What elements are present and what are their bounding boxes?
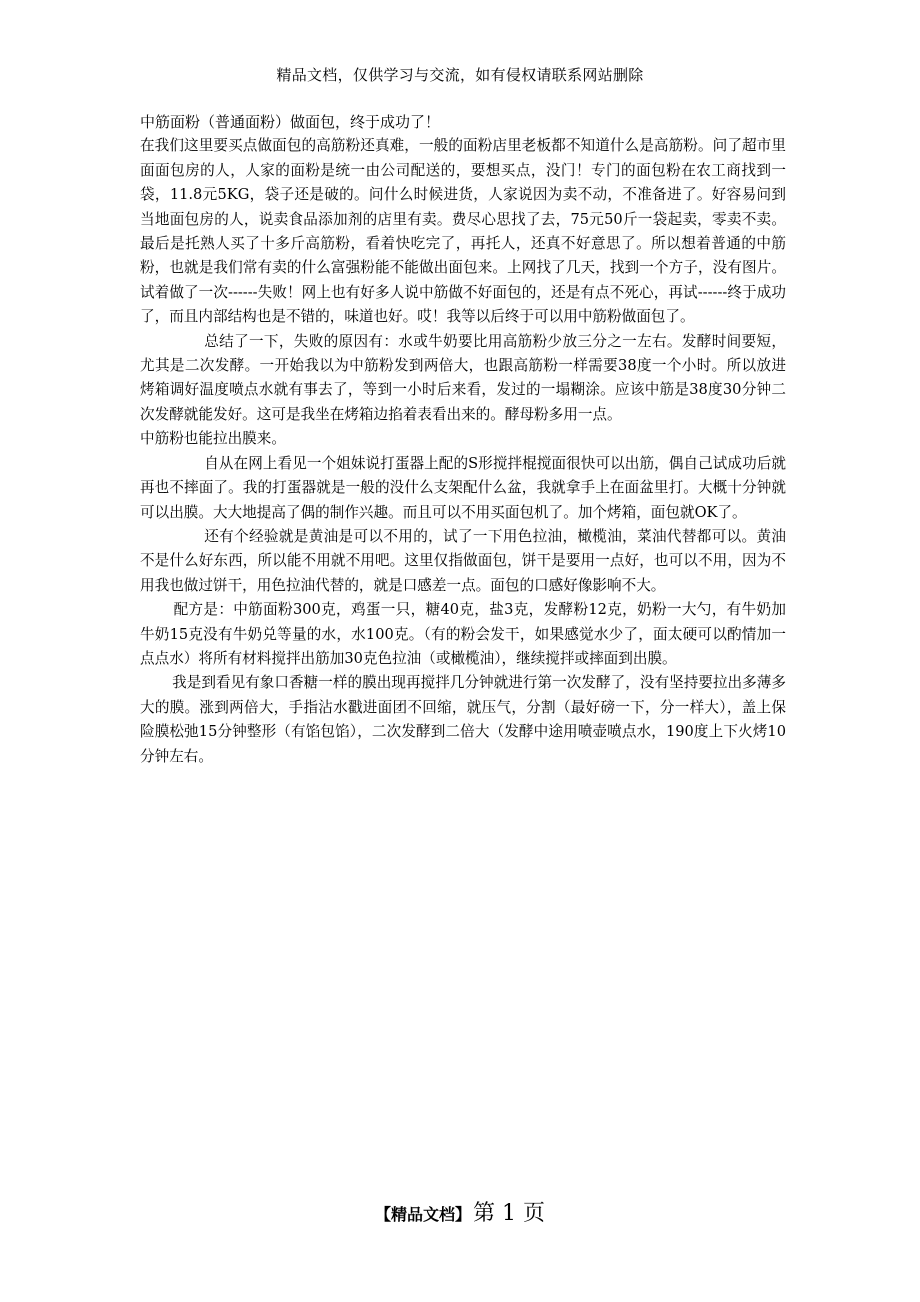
document-body [140, 110, 786, 769]
page-number: 第 1 页 [473, 1201, 545, 1226]
paragraph-mixer-tip: 自从在网上看见一个姐妹说打蛋器上配的S形搅拌棍搅面很快可以出筋，偶自己试成功后就再也不摔面了。我的打蛋器就是一般的没什么支架配什么盆，我就拿手上在面盆里打。大概十分钟就可以出膜。大大地提高了偶的制作兴趣。而且可以不用买面包机了。加个烤箱，面包就OK了。 [140, 454, 786, 521]
page-footer [0, 1196, 920, 1227]
paragraph-recipe: 配方是：中筋面粉300克，鸡蛋一只，糖40克，盐3克，发酵粉12克，奶粉一大勺，有牛奶加牛奶15克没有牛奶兑等量的水，水100克。（有的粉会发干，如果感觉水少了，面太硬可以酌情加一点点水）将所有材料搅拌出筋加30克色拉油（或橄榄油），继续搅拌或摔面到出膜。 [140, 601, 786, 667]
paragraph-butter-tip: 还有个经验就是黄油是可以不用的，试了一下用色拉油，橄榄油，菜油代替都可以。黄油不是什么好东西，所以能不用就不用吧。这里仅指做面包，饼干是要用一点好，也可以不用，因为不用我也做过饼干，用色拉油代替的，就是口感差一点。面包的口感好像影响不大。 [140, 527, 786, 594]
paragraph-intro: 在我们这里要买点做面包的高筋粉还真难，一般的面粉店里老板都不知道什么是高筋粉。问了超市里面面包房的人，人家的面粉是统一由公司配送的，要想买点，没门！专门的面包粉在农工商找到一袋，11.8元5KG，袋子还是破的。问什么时候进货，人家说因为卖不动，不准备进了。好容易问到当地面包房的人，说卖食品添加剂的店里有卖。费尽心思找了去，75元50斤一袋起卖，零卖不卖。最后是托熟人买了十多斤高筋粉，看着快吃完了，再托人，还真不好意思了。所以想着普通的中筋粉，也就是我们常有卖的什么富强粉能不能做出面包来。上网找了几天，找到一个方子，没有图片。试着做了一次------失败！网上也有好多人说中筋做不好面包的，还是有点不死心，再试------终于成功了，而且内部结构也是不错的，味道也好。哎！我等以后终于可以用中筋粉做面包了。 [140, 137, 786, 326]
header-note: 精品文档，仅供学习与交流，如有侵权请联系网站删除 [276, 66, 644, 84]
footer-label: 【精品文档】 [375, 1205, 472, 1224]
paragraph-summary: 总结了一下，失败的原因有：水或牛奶要比用高筋粉少放三分之一左右。发酵时间要短，尤其是二次发酵。一开始我以为中筋粉发到两倍大，也跟高筋粉一样需要38度一个小时。所以放进烤箱调好温度喷点水就有事去了，等到一小时后来看，发过的一塌糊涂。应该中筋是38度30分钟二次发酵就能发好。这可是我坐在烤箱边掐着表看出来的。酵母粉多用一点。 [140, 332, 786, 423]
document-title: 中筋面粉（普通面粉）做面包，终于成功了！ [140, 113, 441, 131]
paragraph-membrane-heading: 中筋粉也能拉出膜来。 [140, 430, 286, 448]
paragraph-process: 我是到看见有象口香糖一样的膜出现再搅拌几分钟就进行第一次发酵了，没有坚持要拉出多薄多大的膜。涨到两倍大，手指沾水戳进面团不回缩，就压气，分割（最好磅一下，分一样大），盖上保险膜松弛15分钟整形（有馅包馅），二次发酵到二倍大（发酵中途用喷壶喷点水，190度上下火烤10分钟左右。 [140, 674, 786, 765]
